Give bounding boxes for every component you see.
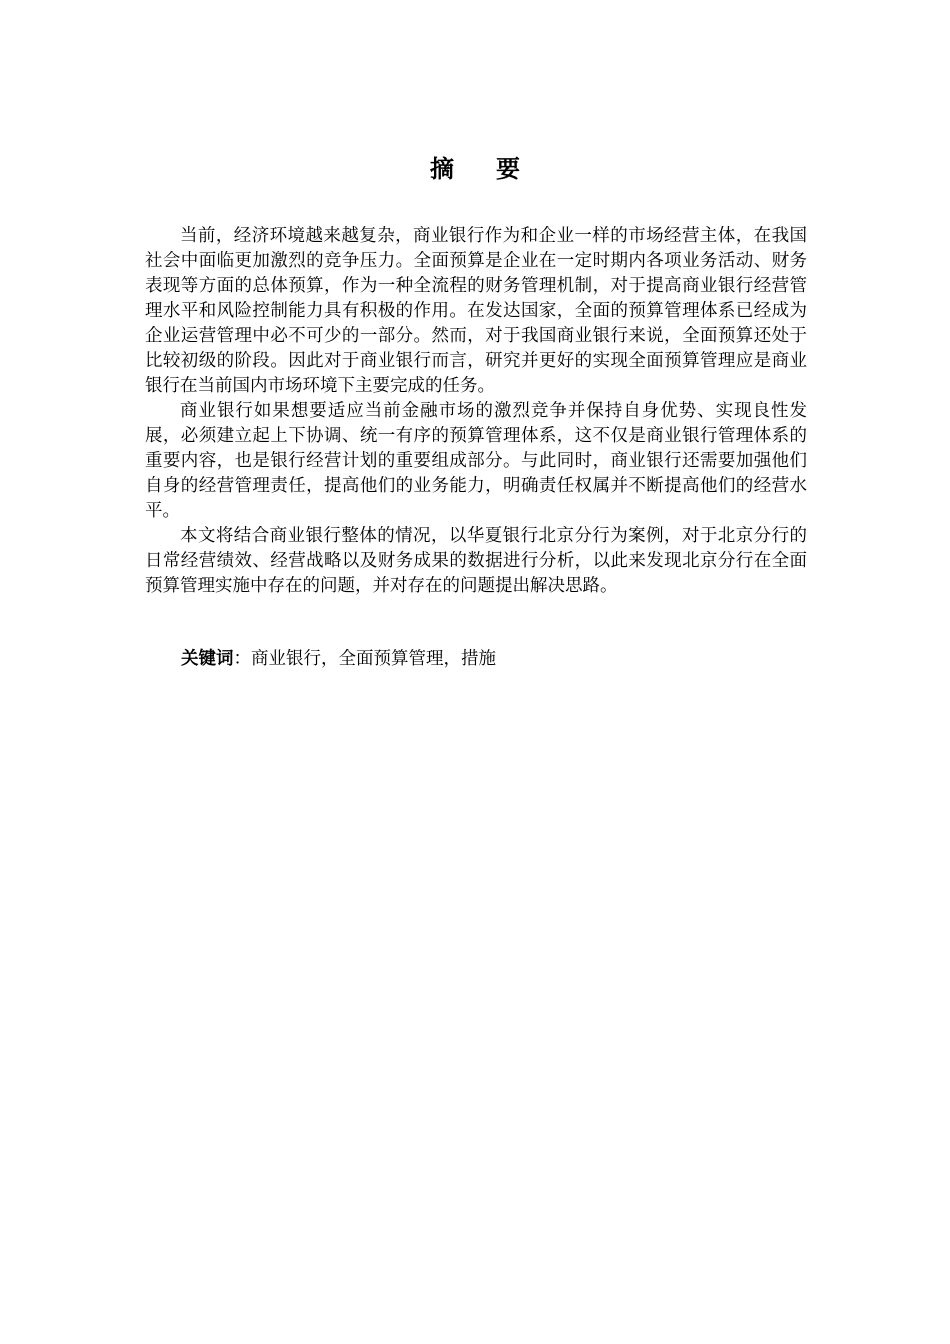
- abstract-paragraph-2: 商业银行如果想要适应当前金融市场的激烈竞争并保持自身优势、实现良性发展，必须建立起上下协调、统一有序的预算管理体系，这不仅是商业银行管理体系的重要内容，也是银行经营计划的重要组成部分。与此同时，商业银行还需要加强他们自身的经营管理责任，提高他们的业务能力，明确责任权属并不断提高他们的经营水平。: [145, 401, 807, 521]
- keywords-line: [181, 647, 807, 672]
- abstract-paragraph-3: 本文将结合商业银行整体的情况，以华夏银行北京分行为案例，对于北京分行的日常经营绩效、经营战略以及财务成果的数据进行分析，以此来发现北京分行在全面预算管理实施中存在的问题，并对存在的问题提出解决思路。: [145, 526, 807, 596]
- keywords-value: 商业银行，全面预算管理，措施: [251, 649, 496, 669]
- keywords-separator: ：: [233, 649, 251, 669]
- keywords-label: 关键词: [181, 649, 234, 669]
- abstract-body: [145, 224, 807, 599]
- abstract-title: 摘要: [430, 154, 562, 183]
- abstract-paragraph-1: 当前，经济环境越来越复杂，商业银行作为和企业一样的市场经营主体，在我国社会中面临更加激烈的竞争压力。全面预算是企业在一定时期内各项业务活动、财务表现等方面的总体预算，作为一种全流程的财务管理机制，对于提高商业银行经营管理水平和风险控制能力具有积极的作用。在发达国家，全面的预算管理体系已经成为企业运营管理中必不可少的一部分。然而，对于我国商业银行来说，全面预算还处于比较初级的阶段。因此对于商业银行而言，研究并更好的实现全面预算管理应是商业银行在当前国内市场环境下主要完成的任务。: [145, 226, 807, 396]
